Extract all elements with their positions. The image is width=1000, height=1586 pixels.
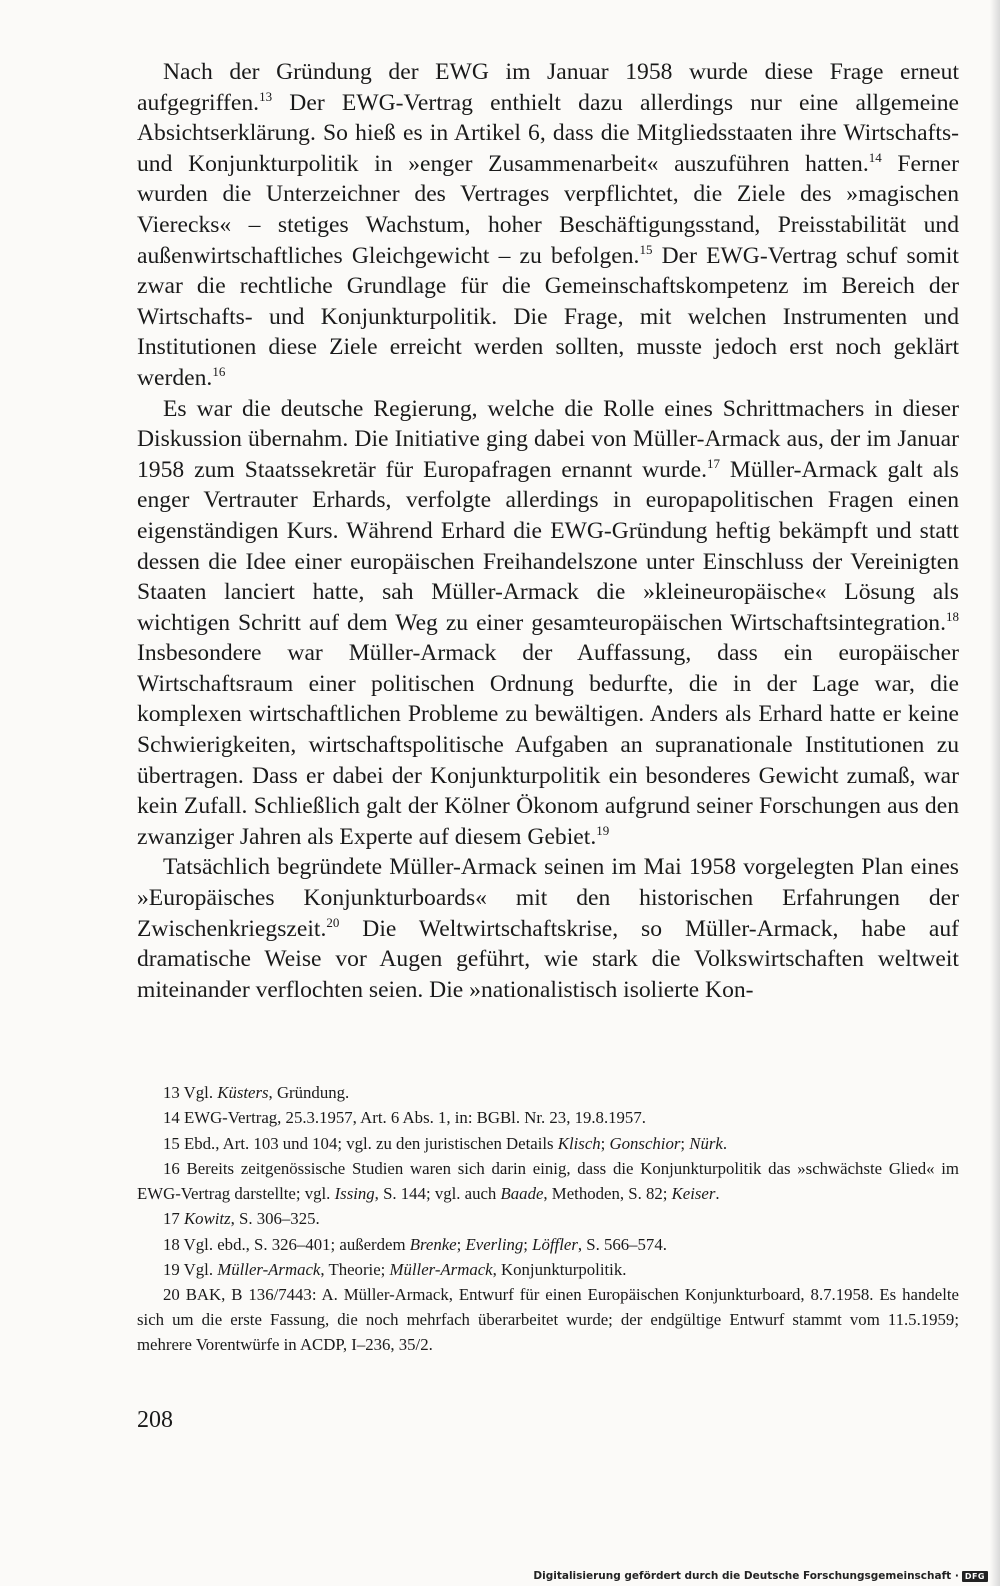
paragraph: Es war die deutsche Regierung, welche die Rolle eines Schrittmachers in dieser Diskussion übernahm. Die Initiative ging dabei von Müller-Armack aus, der im Januar 1958 zum Staatssekretär für Europafragen ernannt wurde.$^{17}$ Müller-Armack galt als enger Vertrauter Erhards, verfolgte allerdings in europapolitischen Fragen einen eigenständigen Kurs. Während Erhard die EWG-Gründung heftig bekämpft und statt dessen die Idee einer europäischen Freihandelszone unter Einschluss der Vereinigten Staaten lanciert hatte, sah Müller-Armack die »kleineuropäische« Lösung als wichtigen Schritt auf dem Weg zu einer gesamteuropäischen Wirtschaftsintegration.$^{18}$ Insbesondere war Müller-Armack der Auffassung, dass ein europäischer Wirtschaftsraum einer politischen Ordnung bedurfte, die in der Lage war, die komplexen wirtschaftlichen Probleme zu bewältigen. Anders als Erhard hatte er keine Schwierigkeiten, wirtschaftspolitische Aufgaben an supranationale Institutionen zu übertragen. Dass er dabei der Konjunkturpolitik ein besonderes Gewicht zumaß, war kein Zufall. Schließlich galt der Kölner Ökonom aufgrund seiner Forschungen aus den zwanziger Jahren als Experte auf diesem Gebiet.$^{19}$ <box>137 395 959 850</box>
footnote-ref: 17 <box>706 455 720 471</box>
paragraph: Nach der Gründung der EWG im Januar 1958 wurde diese Frage erneut aufgegriffen.$^{13}$ Der EWG-Vertrag enthielt dazu allerdings nur eine allgemeine Absichtserklärung. So hieß es in Artikel 6, dass die Mitgliedsstaaten ihre Wirtschafts- und Konjunkturpolitik in »enger Zusammenarbeit« auszuführen hatten.$^{14}$ Ferner wurden die Unterzeichner des Vertrages verpflichtet, die Ziele des »magischen Vierecks« – stetiges Wachstum, hoher Beschäftigungsstand, Preisstabilität und außenwirtschaftliches Gleichgewicht – zu befolgen.$^{15}$ Der EWG-Vertrag schuf somit zwar die rechtliche Grundlage für die Gemeinschaftskompetenz im Bereich der Wirtschafts- und Konjunkturpolitik. Die Frage, mit welchen Instrumenten und Institutionen diese Ziele erreicht werden sollten, musste jedoch erst noch geklärt werden.$^{16}$ <box>137 59 959 391</box>
author-name: Issing <box>334 1183 375 1203</box>
footnote-14: 14 EWG-Vertrag, 25.3.1957, Art. 6 Abs. 1, in: BGBl. Nr. 23, 19.8.1957. <box>163 1108 646 1128</box>
author-name: Baade <box>500 1183 544 1203</box>
footnote-ref: 20 <box>326 914 340 930</box>
author-name: Löffler <box>532 1234 578 1254</box>
digitization-notice-text: Digitalisierung gefördert durch die Deutsche Forschungsgemeinschaft · <box>533 1570 959 1582</box>
author-name: Everling <box>465 1234 524 1254</box>
author-name: Müller-Armack <box>389 1259 493 1279</box>
footnote-ref: 14 <box>868 149 882 165</box>
author-name: Kowitz <box>183 1209 231 1229</box>
footnote-15: 15 Ebd., Art. 103 und 104; vgl. zu den juristischen Details Klisch; Gonschior; Nürk. <box>163 1133 728 1153</box>
footnote-ref: 13 <box>259 88 273 104</box>
footnotes <box>137 1081 959 1358</box>
footnote-ref: 15 <box>639 241 653 257</box>
dfg-logo-icon: DFG <box>962 1571 988 1582</box>
author-name: Brenke <box>409 1234 457 1254</box>
footnote-18: 18 Vgl. ebd., S. 326–401; außerdem Brenke; Everling; Löffler, S. 566–574. <box>163 1234 667 1254</box>
digitization-notice <box>533 1570 988 1582</box>
footnote-17: 17 Kowitz, S. 306–325. <box>163 1209 320 1229</box>
footnote-ref: 18 <box>946 608 959 624</box>
author-name: Müller-Armack <box>217 1259 321 1279</box>
author-name: Gonschior <box>609 1133 681 1153</box>
footnote-19: 19 Vgl. Müller-Armack, Theorie; Müller-Armack, Konjunkturpolitik. <box>163 1259 627 1279</box>
footnote-13: 13 Vgl. Küsters, Gründung. <box>163 1083 350 1102</box>
paragraph: Tatsächlich begründete Müller-Armack seinen im Mai 1958 vorgelegten Plan eines »Europäisches Konjunkturboards« mit den historischen Erfahrungen der Zwischenkriegszeit.$^{20}$ Die Weltwirtschaftskrise, so Müller-Armack, habe auf dramatische Weise vor Augen geführt, wie stark die Volkswirtschaften weltweit miteinander verflochten seien. Die »nationalistisch isolierte Kon- <box>137 854 959 1003</box>
author-name: Nürk <box>689 1133 723 1153</box>
author-name: Keiser <box>671 1183 716 1203</box>
page-number: 208 <box>137 1407 173 1433</box>
author-name: Klisch <box>557 1133 601 1153</box>
page-edge-shadow <box>990 0 1000 1586</box>
footnote-ref: 19 <box>596 822 610 838</box>
author-name: Küsters <box>217 1083 269 1102</box>
footnote-20: 20 BAK, B 136/7443: A. Müller-Armack, Entwurf für einen Europäischen Konjunkturboard, 8.7.1958. Es handelte sich um die erste Fassung, die noch mehrfach überarbeitet wurde; der endgültige Entwurf stammt vom 11.5.1959; mehrere Vorentwürfe in ACDP, I–236, 35/2. <box>137 1285 959 1354</box>
footnote-16: 16 Bereits zeitgenössische Studien waren sich darin einig, dass die Konjunkturpolitik das »schwächste Glied« im EWG-Vertrag darstellte; vgl. Issing, S. 144; vgl. auch Baade, Methoden, S. 82; Keiser. <box>137 1159 959 1203</box>
body-text <box>137 57 959 1005</box>
footnote-ref: 16 <box>212 363 226 379</box>
